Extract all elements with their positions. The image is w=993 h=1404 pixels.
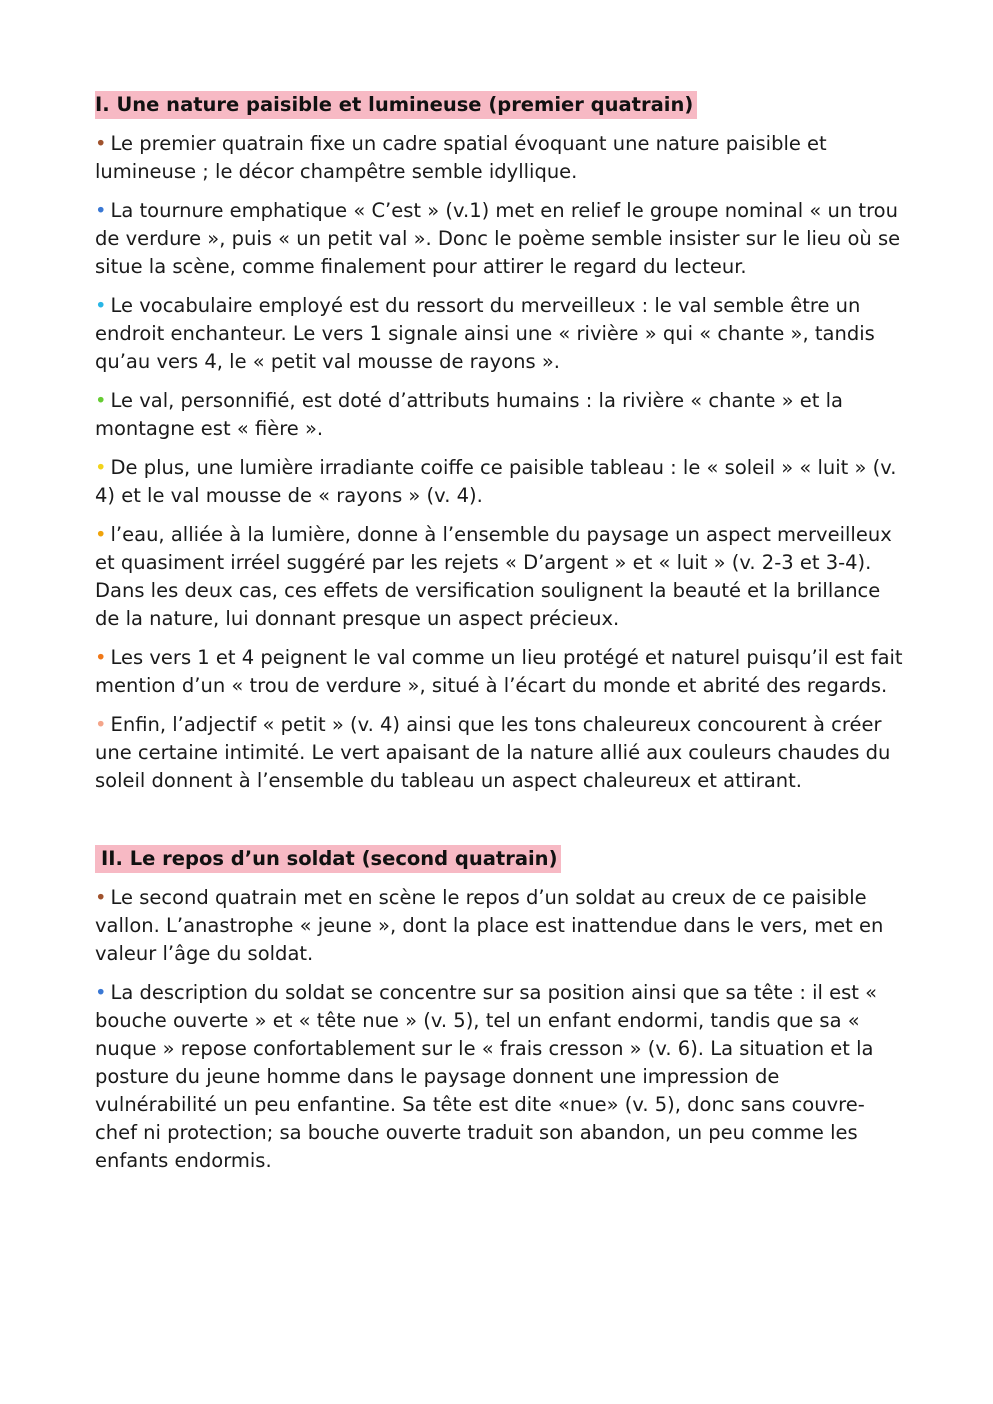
bullet-icon: •: [95, 981, 107, 1004]
paragraph: [95, 292, 903, 376]
section-1: [95, 91, 903, 795]
paragraph: [95, 979, 903, 1175]
bullet-icon: •: [95, 294, 107, 317]
bullet-icon: •: [95, 456, 107, 479]
paragraph: [95, 644, 903, 700]
paragraph: [95, 711, 903, 795]
bullet-icon: •: [95, 523, 107, 546]
paragraph-text: Le second quatrain met en scène le repos d’un soldat au creux de ce paisible vallon. L’anastrophe « jeune », dont la place est inattendue dans le vers, met en valeur l’âge du soldat.: [95, 886, 884, 965]
paragraph: [95, 454, 903, 510]
bullet-icon: •: [95, 389, 107, 412]
section-2: [95, 845, 903, 1175]
bullet-icon: •: [95, 713, 107, 736]
paragraph-text: De plus, une lumière irradiante coiffe ce paisible tableau : le « soleil » « luit » (v. 4) et le val mousse de « rayons » (v. 4).: [95, 456, 897, 507]
bullet-icon: •: [95, 886, 107, 909]
paragraph: [95, 521, 903, 633]
paragraph: [95, 130, 903, 186]
paragraph-text: l’eau, alliée à la lumière, donne à l’ensemble du paysage un aspect merveilleux et quasiment irréel suggéré par les rejets « D’argent » et « luit » (v. 2-3 et 3-4). Dans les deux cas, ces effets de versification soulignent la beauté et la brillance de la nature, lui donnant presque un aspect précieux.: [95, 523, 892, 630]
bullet-icon: •: [95, 199, 107, 222]
paragraph-text: La tournure emphatique « C’est » (v.1) met en relief le groupe nominal « un trou de verdure », puis « un petit val ». Donc le poème semble insister sur le lieu où se situe la scène, comme finalement pour attirer le regard du lecteur.: [95, 199, 901, 278]
paragraph: [95, 884, 903, 968]
paragraph-text: Enfin, l’adjectif « petit » (v. 4) ainsi que les tons chaleureux concourent à créer une certaine intimité. Le vert apaisant de la nature allié aux couleurs chaudes du soleil donnent à l’ensemble du tableau un aspect chaleureux et attirant.: [95, 713, 891, 792]
paragraph-text: La description du soldat se concentre sur sa position ainsi que sa tête : il est « bouche ouverte » et « tête nue » (v. 5), tel un enfant endormi, tandis que sa « nuque » repose confortablement sur le « frais cresson » (v. 6). La situation et la posture du jeune homme dans le paysage donnent une impression de vulnérabilité un peu enfantine. Sa tête est dite «nue» (v. 5), donc sans couvre-chef ni protection; sa bouche ouverte traduit son abandon, un peu comme les enfants endormis.: [95, 981, 878, 1172]
paragraph: [95, 387, 903, 443]
section-1-title: I. Une nature paisible et lumineuse (premier quatrain): [95, 91, 697, 119]
paragraph-text: Le val, personnifié, est doté d’attributs humains : la rivière « chante » et la montagne est « fière ».: [95, 389, 843, 440]
paragraph-text: Les vers 1 et 4 peignent le val comme un lieu protégé et naturel puisqu’il est fait mention d’un « trou de verdure », situé à l’écart du monde et abrité des regards.: [95, 646, 903, 697]
document-page: [95, 91, 903, 1175]
section-2-title: II. Le repos d’un soldat (second quatrain): [95, 845, 561, 873]
bullet-icon: •: [95, 646, 107, 669]
paragraph: [95, 197, 903, 281]
paragraph-text: Le vocabulaire employé est du ressort du merveilleux : le val semble être un endroit enchanteur. Le vers 1 signale ainsi une « rivière » qui « chante », tandis qu’au vers 4, le « petit val mousse de rayons ».: [95, 294, 875, 373]
paragraph-text: Le premier quatrain fixe un cadre spatial évoquant une nature paisible et lumineuse ; le décor champêtre semble idyllique.: [95, 132, 827, 183]
bullet-icon: •: [95, 132, 107, 155]
